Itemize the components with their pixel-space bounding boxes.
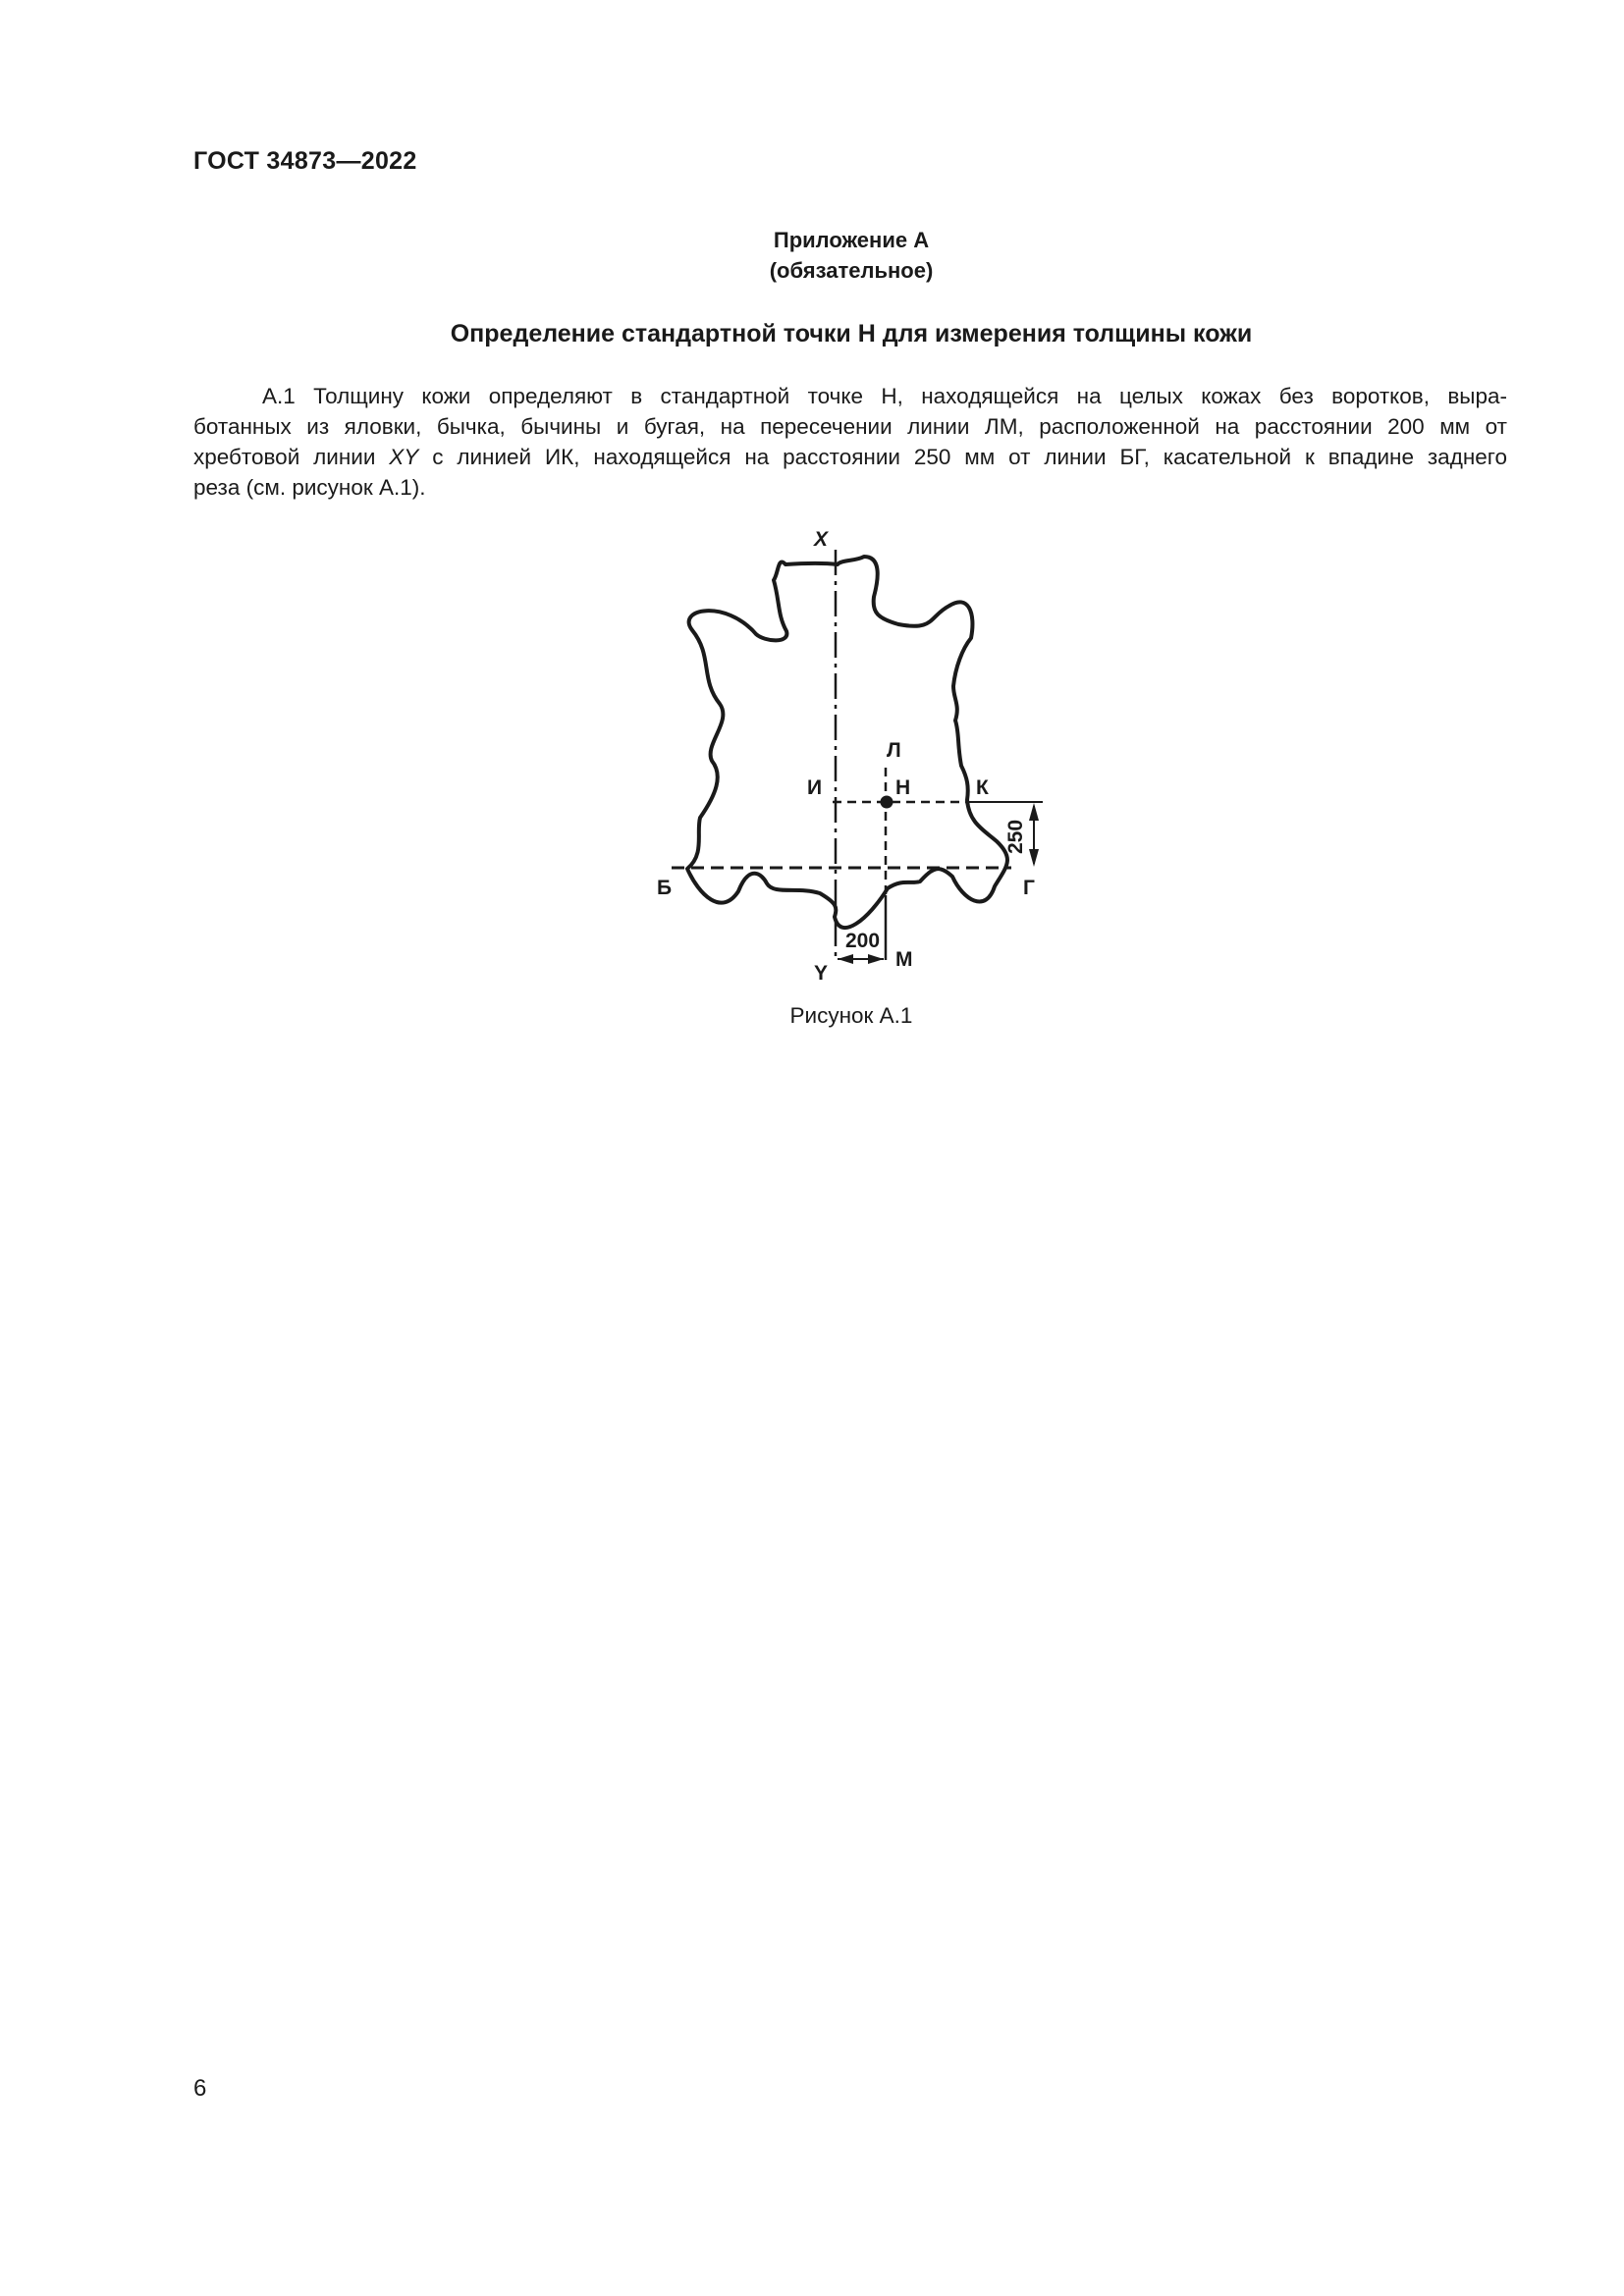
label-y: Y <box>814 962 829 985</box>
hide-outline <box>687 557 1007 928</box>
label-b: Б <box>657 877 673 899</box>
paragraph-line-1: А.1 Толщину кожи определяют в стандартной точке Н, находящейся на целых кожах без воротков, выра- <box>262 384 1507 408</box>
document-standard-header: ГОСТ 34873—2022 <box>193 147 417 175</box>
point-n-marker <box>881 796 893 809</box>
label-m: М <box>895 948 913 971</box>
label-i: И <box>807 776 823 799</box>
dimension-250: 250 <box>1004 819 1027 854</box>
paragraph-line-4: реза (см. рисунок А.1). <box>193 475 426 500</box>
label-k: К <box>976 776 989 799</box>
paragraph-line-3-start: хребтовой линии <box>193 445 390 469</box>
appendix-title: Приложение А <box>773 228 930 252</box>
paragraph-line-3-end: с линией ИК, находящейся на расстоянии 250 мм от линии БГ, касательной к впадине заднего <box>418 445 1507 469</box>
dimension-200: 200 <box>845 930 881 952</box>
label-l: Л <box>887 739 901 762</box>
appendix-status: (обязательное) <box>769 258 934 283</box>
dim-250-arrow-bottom <box>1029 849 1039 867</box>
paragraph-line-2: ботанных из яловки, бычка, бычины и бугая, на пересечении линии ЛМ, расположенной на расстоянии 200 мм от <box>193 414 1507 439</box>
dim-200-arrow-left <box>838 954 853 964</box>
page-number: 6 <box>193 2075 207 2102</box>
figure-caption: Рисунок А.1 <box>789 1003 913 1028</box>
dim-200-arrow-right <box>868 954 884 964</box>
label-g: Г <box>1023 877 1035 899</box>
hide-diagram-figure <box>0 0 1624 991</box>
label-n: Н <box>895 776 911 799</box>
xy-line-reference: XY <box>389 445 419 469</box>
label-x: X <box>814 528 829 551</box>
dim-250-arrow-top <box>1029 803 1039 821</box>
section-title: Определение стандартной точки Н для измерения толщины кожи <box>450 320 1253 347</box>
